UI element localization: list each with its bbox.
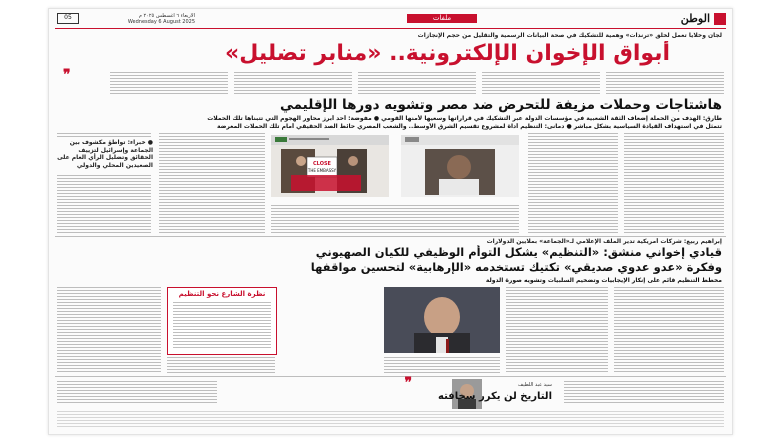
opinion-quote-icon: ❞ xyxy=(404,375,412,391)
photo-protesters-illustration xyxy=(271,135,389,197)
bottom-story-headline-line1: قيادي إخواني منشق: «التنظيم» يشكل التوأم الوظيفي للكيان الصهيوني xyxy=(315,245,722,259)
news-photo-left xyxy=(271,135,389,197)
top-story-kicker: لجان وخلايا تعمل لخلق «ترندات» وهمية للتشكيك في صحة البيانات الرسمية والتقليل من حجم الإنجازات xyxy=(417,32,722,39)
top-story-body-col-1 xyxy=(606,72,724,94)
sidebar-box-body xyxy=(173,302,271,350)
bottom-story-col-1 xyxy=(614,287,724,373)
opinion-body-col-2 xyxy=(564,381,724,403)
top-story-body-col-2 xyxy=(482,72,600,94)
opinion-headline: التاريخ لن يكرر سخافته xyxy=(438,391,552,402)
bottom-story-kicker: إبراهيم ربيع: شركات أمريكية تدير الملف الإعلامي لـ«الجماعة» بملايين الدولارات xyxy=(486,238,722,245)
dateline-english: Wednesday 6 August 2025 xyxy=(127,19,195,25)
svg-text:THE EMBASSY: THE EMBASSY xyxy=(307,168,337,173)
section-divider xyxy=(55,236,726,237)
bottom-left-col xyxy=(57,287,161,373)
opinion-body-col-1 xyxy=(57,381,217,403)
logo-mark xyxy=(714,13,726,25)
photo-portrait-illustration xyxy=(401,135,519,197)
sidebar-box xyxy=(167,287,277,355)
top-story-body-col-5 xyxy=(110,72,228,94)
bottom-story-subhead: مخطط التنظيم قائم على إنكار الإيجابيات وتضخيم السلبيات وتشويه صورة الدولة xyxy=(485,277,722,284)
bottom-story-col-2 xyxy=(506,287,608,373)
logo-wordmark: الوطن xyxy=(680,12,710,25)
top-story-right-col-1 xyxy=(624,133,724,233)
quote-mark-icon: ❞ xyxy=(63,67,71,83)
dateline: الأربعاء ٦ أغسطس ٢٠٢٥ م xyxy=(138,13,195,19)
bottom-story-headline-line2: وفكرة «عدو عدوي صديقي» تكتيك تستخدمه «الإرهابية» لتحسين مواقفها xyxy=(310,260,722,274)
under-box-col xyxy=(167,357,275,373)
top-story-body-col-3 xyxy=(358,72,476,94)
section-tag: ملفات xyxy=(407,14,477,23)
side-column-text: ● خبراء: تواطؤ مكشوف بين الجماعة وإسرائيل لتزييف الحقائق وتضليل الرأي العام على الصعيدين المحلي والدولي xyxy=(57,139,153,169)
sidebar-box-title: نظرة الشارع نحو التنظيم xyxy=(178,290,266,298)
page-number: 05 xyxy=(57,13,79,24)
masthead-rule xyxy=(55,28,726,29)
top-story-lead-2: تتمثل في استهداف القيادة السياسية بشكل مباشر ● دمانى: التنظيم أداة لمشروع تقسيم الشرق الأوسط.. والشعب المصري حائط الصد الحقيقي أمام تلك الحملات المغرضة xyxy=(216,123,722,130)
top-story-headline: أبواق الإخوان الإلكترونية.. «منابر تضليل» xyxy=(225,41,670,66)
opinion-byline: سيد عبد اللطيف xyxy=(518,382,552,388)
left-column-body xyxy=(57,175,151,235)
under-portrait-col xyxy=(384,357,500,373)
footer-strip xyxy=(57,411,724,429)
photo-man-portrait xyxy=(384,287,500,353)
svg-text:CLOSE: CLOSE xyxy=(313,161,331,167)
top-story-right-col-2 xyxy=(528,133,618,233)
portrait-photo xyxy=(384,287,500,353)
top-story-subhead: هاشتاجات وحملات مزيفة للتحرض ضد مصر وتشويه دورها الإقليمي xyxy=(279,97,722,113)
below-photos-col xyxy=(271,205,519,233)
opinion-divider xyxy=(55,376,726,377)
newspaper-page xyxy=(48,8,733,435)
top-story-mid-col xyxy=(159,133,265,233)
top-story-lead-1: طارق: الهدف من الحملة إضعاف الثقة الشعبية في مؤسسات الدولة عبر التشكيك في قراراتها وسعيها لأمنها القومي ● مفوضة: أحد أبرز محاور الهجوم التي تتبناها تلك الحملات xyxy=(207,115,722,122)
news-photo-right xyxy=(401,135,519,197)
top-story-body-col-4 xyxy=(234,72,352,94)
